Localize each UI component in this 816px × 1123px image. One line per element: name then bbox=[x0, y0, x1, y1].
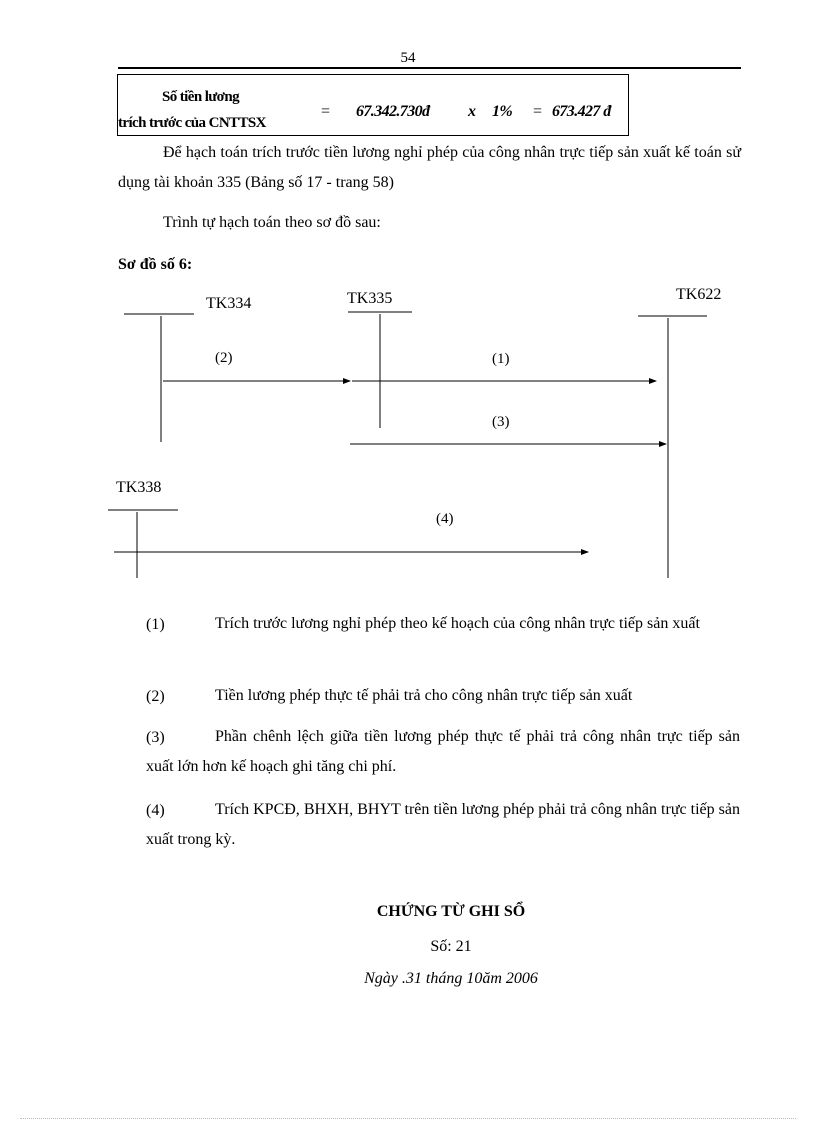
account-label-tk334: TK334 bbox=[206, 295, 252, 312]
voucher-date: Ngày .31 tháng 10ăm 2006 bbox=[364, 970, 538, 987]
formula-equals-1: = bbox=[321, 103, 331, 120]
account-label-tk335: TK335 bbox=[347, 290, 393, 307]
legend-number-4: (4) bbox=[146, 802, 165, 819]
account-label-tk622: TK622 bbox=[676, 286, 722, 303]
formula-label-line2: trích trước của CNTTSX bbox=[118, 115, 266, 131]
formula-amount: 67.342.730đ bbox=[356, 103, 430, 120]
flow-label-2: (2) bbox=[215, 350, 233, 366]
formula-times: x bbox=[468, 103, 476, 120]
formula-box bbox=[117, 74, 629, 136]
legend-text-1: Trích trước lương nghỉ phép theo kế hoạch của công nhân trực tiếp sản xuất bbox=[215, 615, 700, 632]
account-label-tk338: TK338 bbox=[116, 479, 162, 496]
page-bottom-dotted-line bbox=[20, 1118, 796, 1119]
voucher-title: CHỨNG TỪ GHI SỔ bbox=[376, 903, 526, 920]
diagram-heading: Sơ đồ số 6: bbox=[118, 256, 193, 273]
formula-rate: 1% bbox=[492, 103, 513, 120]
paragraph-sequence: Trình tự hạch toán theo sơ đồ sau: bbox=[163, 214, 381, 231]
formula-result: 673.427 đ bbox=[552, 103, 611, 120]
flow-label-4: (4) bbox=[436, 511, 454, 527]
accounting-flow-diagram bbox=[0, 280, 816, 600]
legend-number-2: (2) bbox=[146, 688, 165, 705]
flow-label-1: (1) bbox=[492, 351, 510, 367]
voucher-number: Số: 21 bbox=[430, 938, 472, 955]
legend-text-3: Phần chênh lệch giữa tiền lương phép thực tế phải trả công nhân trực tiếp sản xuất lớn hơn kế hoạch ghi tăng chi phí. bbox=[146, 728, 740, 775]
diagram-svg bbox=[0, 280, 816, 600]
legend-number-1: (1) bbox=[146, 616, 165, 633]
formula-equals-2: = bbox=[533, 103, 543, 120]
paragraph-accounting-method: Để hạch toán trích trước tiền lương nghỉ phép của công nhân trực tiếp sản xuất kế toán sử dụng tài khoản 335 (Bảng số 17 - trang 58) bbox=[118, 144, 741, 191]
legend-text-4: Trích KPCĐ, BHXH, BHYT trên tiền lương phép phải trả công nhân trực tiếp sản xuất trong kỳ. bbox=[146, 801, 740, 848]
page-number: 54 bbox=[400, 50, 416, 66]
legend-text-2: Tiền lương phép thực tế phải trả cho công nhân trực tiếp sản xuất bbox=[215, 687, 633, 704]
formula-label-line1: Số tiền lương bbox=[162, 89, 240, 105]
legend-number-3: (3) bbox=[146, 729, 165, 746]
header-rule bbox=[118, 67, 741, 69]
flow-label-3: (3) bbox=[492, 414, 510, 430]
